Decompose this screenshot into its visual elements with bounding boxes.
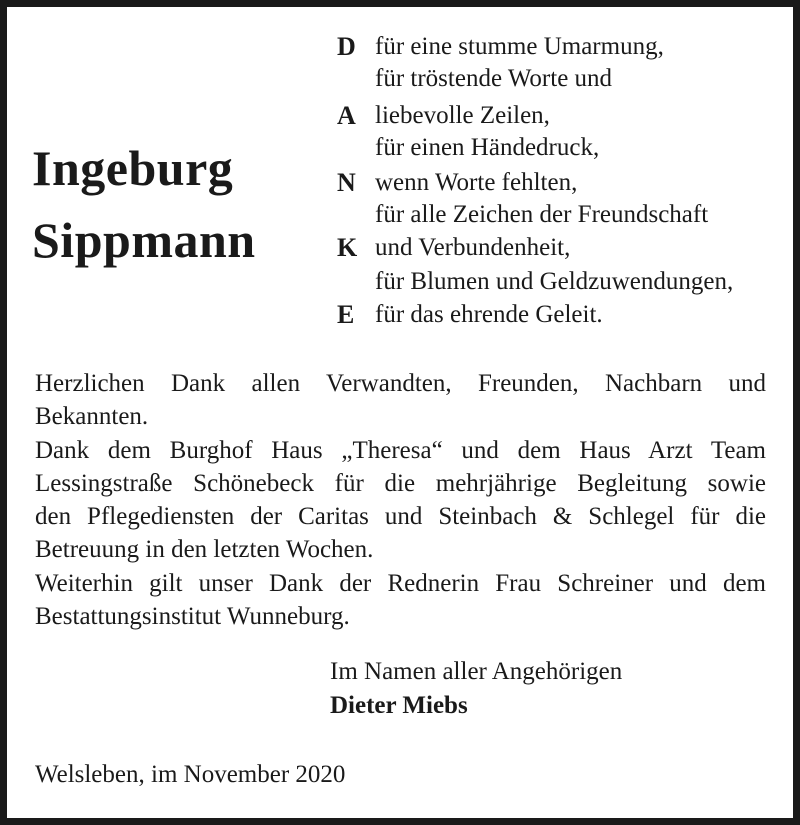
dank-text: für das ehrende Geleit. bbox=[375, 301, 603, 328]
signature-intro: Im Namen aller Angehörigen bbox=[330, 658, 623, 685]
deceased-last-name: Sippmann bbox=[32, 212, 256, 268]
dank-text: für einen Händedruck, bbox=[375, 134, 600, 161]
signature-name: Dieter Miebs bbox=[330, 692, 468, 719]
thanks-paragraph-line: Weiterhin gilt unser Dank der Rednerin Frau Schreiner und dem bbox=[35, 570, 766, 597]
deceased-first-name: Ingeburg bbox=[32, 140, 234, 196]
dank-text: für Blumen und Geldzuwendungen, bbox=[375, 268, 734, 295]
dank-initial: A bbox=[337, 101, 356, 130]
thanks-paragraph-line: Bekannten. bbox=[35, 403, 149, 430]
thanks-paragraph-line: Herzlichen Dank allen Verwandten, Freunden, Nachbarn und bbox=[35, 370, 766, 397]
thanks-paragraph-line: Dank dem Burghof Haus „Theresa“ und dem Haus Arzt Team bbox=[35, 437, 766, 464]
dank-initial: D bbox=[337, 32, 356, 61]
thanks-paragraph-line: Betreuung in den letzten Wochen. bbox=[35, 536, 374, 563]
thanks-paragraph-line: Lessingstraße Schönebeck für die mehrjährige Begleitung sowie bbox=[35, 470, 766, 497]
dank-text: wenn Worte fehlten, bbox=[375, 169, 578, 196]
thanks-paragraph-line: den Pflegediensten der Caritas und Steinbach & Schlegel für die bbox=[35, 503, 766, 530]
dank-text: für tröstende Worte und bbox=[375, 65, 613, 92]
place-date: Welsleben, im November 2020 bbox=[35, 761, 346, 788]
dank-text: liebevolle Zeilen, bbox=[375, 102, 550, 129]
dank-text: und Verbundenheit, bbox=[375, 234, 571, 261]
dank-initial: N bbox=[337, 168, 356, 197]
thanks-paragraph-line: Bestattungsinstitut Wunneburg. bbox=[35, 603, 350, 630]
dank-text: für eine stumme Umarmung, bbox=[375, 33, 664, 60]
dank-text: für alle Zeichen der Freundschaft bbox=[375, 201, 709, 228]
dank-initial: K bbox=[337, 233, 358, 262]
dank-initial: E bbox=[337, 300, 355, 329]
